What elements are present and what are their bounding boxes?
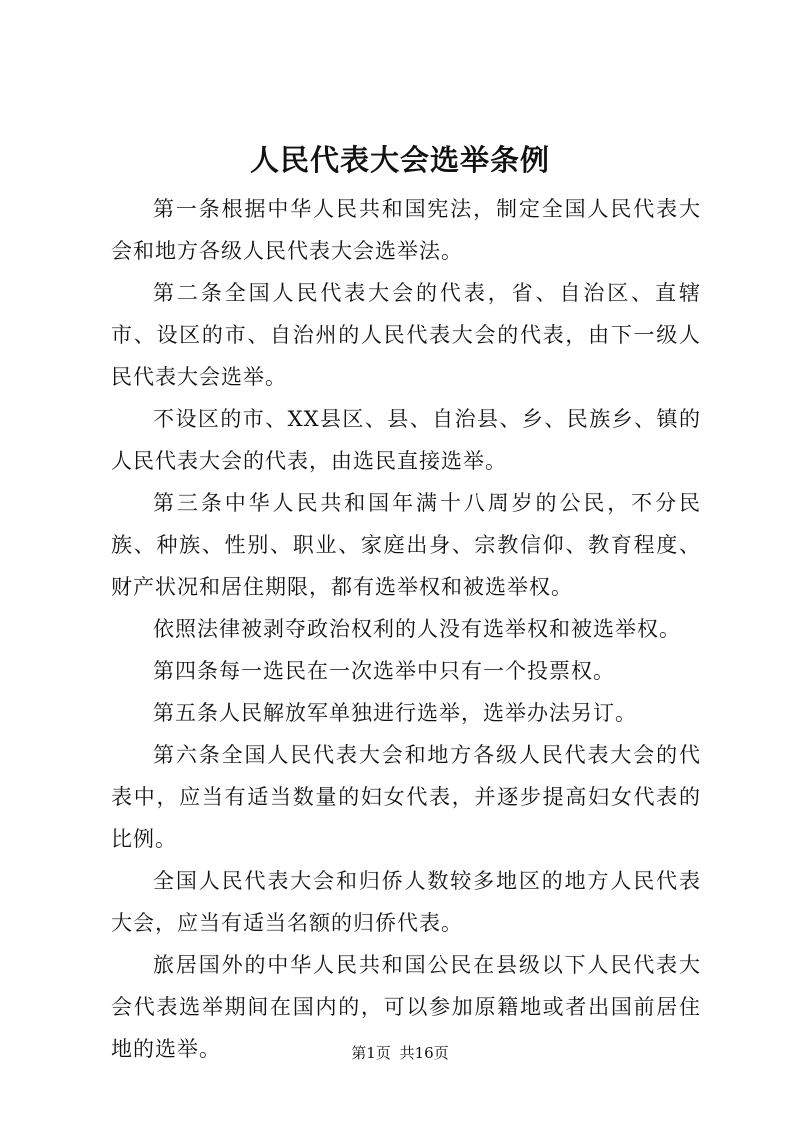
paragraph-article-4: 第四条每一选民在一次选举中只有一个投票权。 — [153, 659, 615, 683]
paragraph-article-6-cont: 全国人民代表大会和归侨人数较多地区的地方人民代表大会，应当有适当名额的归侨代表。 — [111, 869, 701, 935]
page-footer — [0, 1043, 800, 1063]
paragraph-article-6-overseas: 旅居国外的中华人民共和国公民在县级以下人民代表大会代表选举期间在国内的，可以参加原籍地或者出国前居住地的选举。 — [111, 953, 701, 1061]
paragraph-article-6: 第六条全国人民代表大会和地方各级人民代表大会的代表中，应当有适当数量的妇女代表，并逐步提高妇女代表的比例。 — [111, 743, 701, 851]
document-body — [111, 188, 701, 1070]
page-number: 第1页 — [351, 1044, 391, 1062]
page-total: 共16页 — [399, 1044, 449, 1062]
page-title: 人民代表大会选举条例 — [249, 143, 550, 177]
paragraph-article-3-cont: 依照法律被剥夺政治权利的人没有选举权和被选举权。 — [153, 617, 681, 641]
paragraph-article-2: 第二条全国人民代表大会的代表，省、自治区、直辖市、设区的市、自治州的人民代表大会的代表，由下一级人民代表大会选举。 — [111, 281, 701, 389]
paragraph-article-3: 第三条中华人民共和国年满十八周岁的公民，不分民族、种族、性别、职业、家庭出身、宗教信仰、教育程度、财产状况和居住期限，都有选举权和被选举权。 — [111, 491, 701, 599]
paragraph-article-1: 第一条根据中华人民共和国宪法，制定全国人民代表大会和地方各级人民代表大会选举法。 — [111, 197, 701, 263]
paragraph-article-5: 第五条人民解放军单独进行选举，选举办法另订。 — [153, 701, 637, 725]
paragraph-article-2-cont: 不设区的市、XX县区、县、自治县、乡、民族乡、镇的人民代表大会的代表，由选民直接选举。 — [111, 407, 701, 473]
